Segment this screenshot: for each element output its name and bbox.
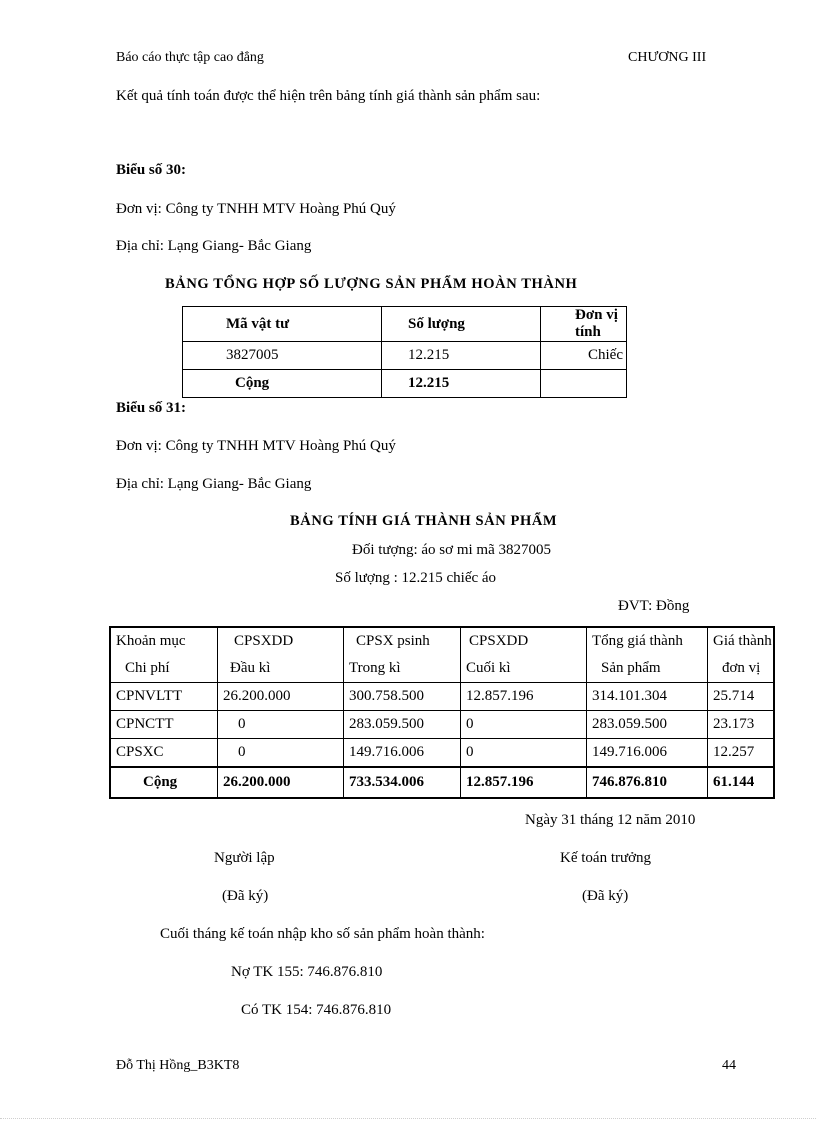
intro-text: Kết quả tính toán được thể hiện trên bảng tính giá thành sản phẩm sau: — [116, 88, 541, 104]
summary-table — [182, 306, 627, 398]
closing-text: Cuối tháng kế toán nhập kho số sản phẩm hoàn thành: — [160, 926, 485, 942]
table-header-cell: Sản phẩm — [587, 655, 708, 683]
table-row — [110, 739, 774, 768]
section30-label: Biểu số 30: — [116, 162, 187, 178]
table-cell: 23.173 — [708, 711, 775, 739]
table-total-row — [183, 370, 627, 398]
preparer-status: (Đã ký) — [222, 888, 269, 904]
table-total-row — [110, 767, 774, 798]
chief-accountant-status: (Đã ký) — [582, 888, 629, 904]
table-cell: 12.857.196 — [461, 767, 587, 798]
footer-author: Đỗ Thị Hồng_B3KT8 — [116, 1058, 240, 1073]
credit-entry: Có TK 154: 746.876.810 — [241, 1002, 392, 1018]
table-cell: 149.716.006 — [344, 739, 461, 768]
table-header-cell: CPSX psinh — [344, 627, 461, 655]
table-cell — [541, 370, 627, 398]
table-cell: 61.144 — [708, 767, 775, 798]
table-cell: 26.200.000 — [218, 767, 344, 798]
table-cell: 0 — [218, 739, 344, 768]
table-row — [110, 711, 774, 739]
table-header-cell: Đầu kì — [218, 655, 344, 683]
table-cell: 0 — [218, 711, 344, 739]
section31-address: Địa chỉ: Lạng Giang- Bắc Giang — [116, 476, 312, 492]
table-cell: 746.876.810 — [587, 767, 708, 798]
preparer-title: Người lập — [214, 850, 275, 866]
section30-title: BẢNG TỔNG HỢP SỐ LƯỢNG SẢN PHẨM HOÀN THÀNH — [165, 276, 578, 292]
table-cell: 12.215 — [382, 370, 541, 398]
section31-unit: Đơn vị: Công ty TNHH MTV Hoàng Phú Quý — [116, 438, 396, 454]
table-cell: 733.534.006 — [344, 767, 461, 798]
table-cell: 283.059.500 — [344, 711, 461, 739]
cost-table — [109, 626, 775, 799]
table-cell: CPNCTT — [110, 711, 218, 739]
table-cell: 12.857.196 — [461, 683, 587, 711]
table-cell: 12.257 — [708, 739, 775, 768]
table-header-cell: Cuối kì — [461, 655, 587, 683]
table-row — [183, 342, 627, 370]
chief-accountant-title: Kế toán trưởng — [560, 850, 652, 866]
table-cell: 314.101.304 — [587, 683, 708, 711]
debit-entry: Nợ TK 155: 746.876.810 — [231, 964, 383, 980]
cost-object: Đối tượng: áo sơ mi mã 3827005 — [352, 542, 551, 558]
table-cell: 3827005 — [183, 342, 382, 370]
section31-title: BẢNG TÍNH GIÁ THÀNH SẢN PHẨM — [290, 513, 558, 529]
table-header-row — [110, 655, 774, 683]
currency-unit: ĐVT: Đồng — [618, 598, 690, 614]
table-header-cell: CPSXDD — [218, 627, 344, 655]
table-cell: CPNVLTT — [110, 683, 218, 711]
table-header-cell: Khoản mục — [110, 627, 218, 655]
table-cell: 300.758.500 — [344, 683, 461, 711]
table-header-cell: Đơn vị tính — [541, 307, 627, 342]
table-header-cell: Giá thành — [708, 627, 775, 655]
cost-quantity: Số lượng : 12.215 chiếc áo — [335, 570, 497, 586]
header-right: CHƯƠNG III — [628, 50, 707, 65]
header-left: Báo cáo thực tập cao đẳng — [116, 50, 264, 65]
table-cell: 149.716.006 — [587, 739, 708, 768]
table-header-row — [110, 627, 774, 655]
table-cell: 0 — [461, 711, 587, 739]
table-row — [110, 683, 774, 711]
table-header-cell: Chi phí — [110, 655, 218, 683]
page-bottom-divider — [0, 1118, 816, 1119]
table-cell: 0 — [461, 739, 587, 768]
section31-label: Biểu số 31: — [116, 400, 187, 416]
table-cell: 25.714 — [708, 683, 775, 711]
table-header-cell: Số lượng — [382, 307, 541, 342]
section30-unit: Đơn vị: Công ty TNHH MTV Hoàng Phú Quý — [116, 201, 396, 217]
section30-address: Địa chỉ: Lạng Giang- Bắc Giang — [116, 238, 312, 254]
table-cell: Cộng — [110, 767, 218, 798]
table-cell: 283.059.500 — [587, 711, 708, 739]
table-cell: Chiếc — [541, 342, 627, 370]
table-header-cell: đơn vị — [708, 655, 775, 683]
table-header-row — [183, 307, 627, 342]
table-cell: Cộng — [183, 370, 382, 398]
table-header-cell: Trong kì — [344, 655, 461, 683]
table-header-cell: Tổng giá thành — [587, 627, 708, 655]
table-cell: 26.200.000 — [218, 683, 344, 711]
table-cell: 12.215 — [382, 342, 541, 370]
table-cell: CPSXC — [110, 739, 218, 768]
table-header-cell: Mã vật tư — [183, 307, 382, 342]
report-date: Ngày 31 tháng 12 năm 2010 — [525, 812, 696, 828]
page-number: 44 — [722, 1058, 736, 1073]
table-header-cell: CPSXDD — [461, 627, 587, 655]
